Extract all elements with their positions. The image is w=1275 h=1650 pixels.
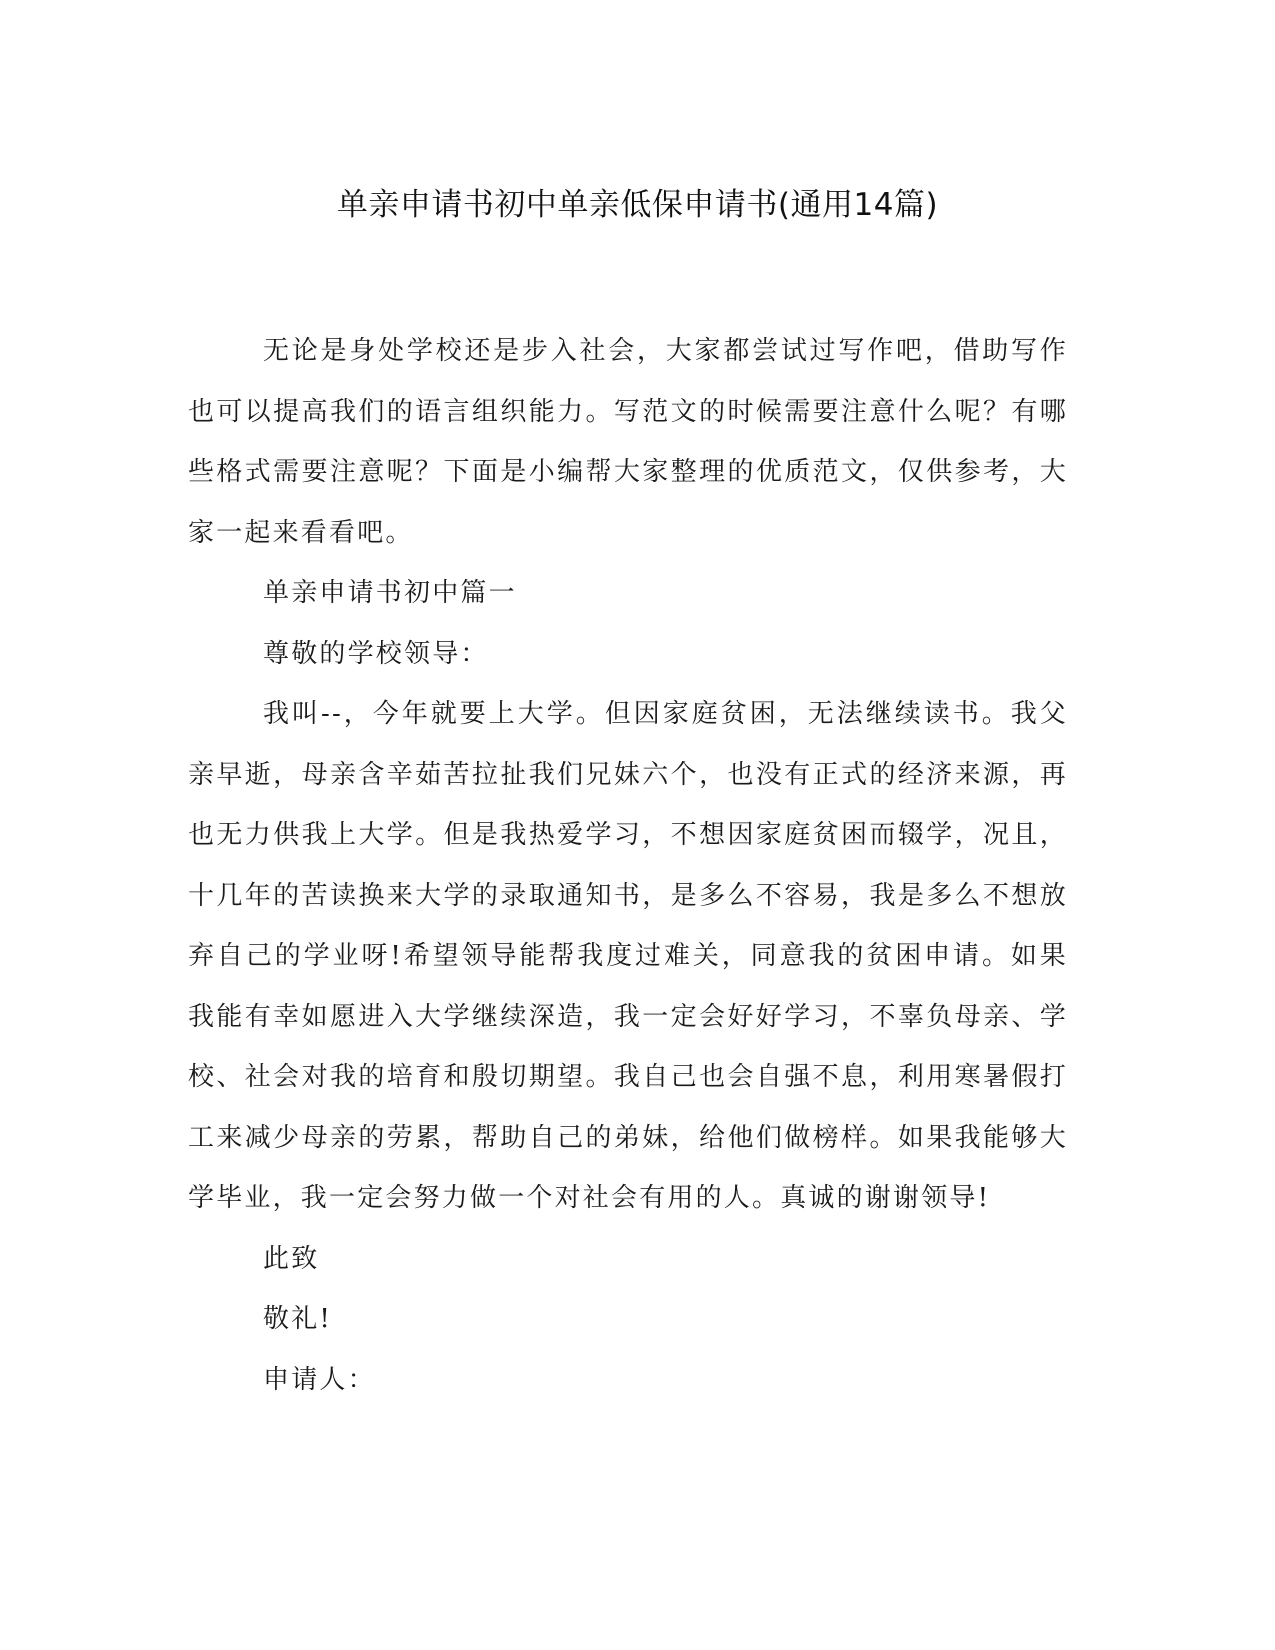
intro-paragraph: 无论是身处学校还是步入社会，大家都尝试过写作吧，借助写作也可以提高我们的语言组织能力。写范文的时候需要注意什么呢？有哪些格式需要注意呢？下面是小编帮大家整理的优质范文，仅供参考，大家一起来看看吧。 bbox=[188, 336, 1068, 548]
document-title: 单亲申请书初中单亲低保申请书(通用14篇) bbox=[336, 187, 939, 223]
applicant-signature-line: 申请人： bbox=[263, 1364, 376, 1395]
closing-jingli: 敬礼! bbox=[263, 1304, 333, 1334]
closing-cizhi: 此致 bbox=[263, 1243, 320, 1274]
section-heading: 单亲申请书初中篇一 bbox=[263, 578, 517, 608]
document-body bbox=[188, 321, 1068, 1410]
salutation: 尊敬的学校领导： bbox=[263, 638, 489, 669]
letter-body-paragraph: 我叫--，今年就要上大学。但因家庭贫困，无法继续读书。我父亲早逝，母亲含辛茹苦拉扯我们兄妹六个，也没有正式的经济来源，再也无力供我上大学。但是我热爱学习，不想因家庭贫困而辍学，况且，十几年的苦读换来大学的录取通知书，是多么不容易，我是多么不想放弃自己的学业呀!希望领导能帮我度过难关，同意我的贫困申请。如果我能有幸如愿进入大学继续深造，我一定会好好学习，不辜负母亲、学校、社会对我的培育和殷切期望。我自己也会自强不息，利用寒暑假打工来减少母亲的劳累，帮助自己的弟妹，给他们做榜样。如果我能够大学毕业，我一定会努力做一个对社会有用的人。真诚的谢谢领导! bbox=[188, 699, 1068, 1213]
